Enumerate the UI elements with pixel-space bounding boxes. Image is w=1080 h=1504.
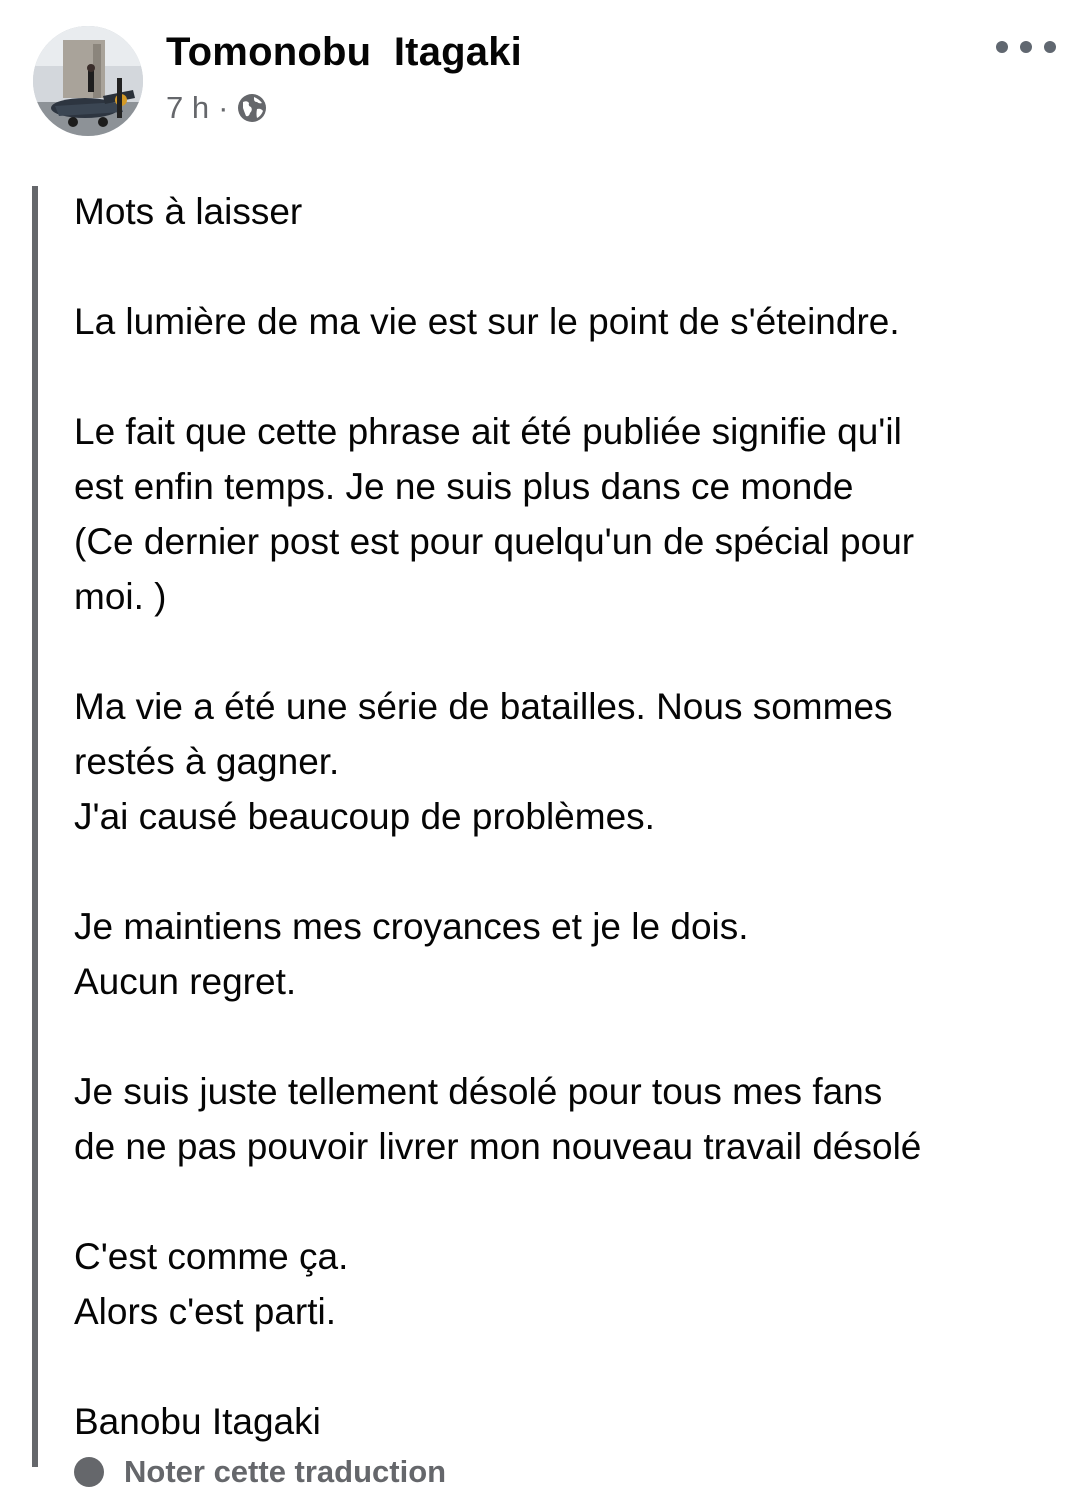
post-line: J'ai causé beaucoup de problèmes. <box>74 796 655 837</box>
post-line: Je maintiens mes croyances et je le dois. <box>74 906 749 947</box>
post-line: Mots à laisser <box>74 191 303 232</box>
post-paragraph <box>74 1064 1034 1174</box>
quote-bar <box>32 186 38 1467</box>
post-paragraph <box>74 404 1034 624</box>
post-line: Alors c'est parti. <box>74 1291 337 1332</box>
post-line: moi. ) <box>74 576 167 617</box>
post-paragraph <box>74 679 1034 844</box>
post-paragraph <box>74 184 1034 239</box>
post-paragraph <box>74 899 1034 1009</box>
post-line: Le fait que cette phrase ait été publiée signifie qu'il <box>74 411 902 452</box>
gear-icon <box>74 1457 104 1487</box>
rate-translation[interactable] <box>74 1454 446 1490</box>
post-line: Aucun regret. <box>74 961 297 1002</box>
post-body <box>74 184 1034 1504</box>
author-avatar[interactable] <box>33 26 143 136</box>
post-meta <box>166 90 267 126</box>
post-line: restés à gagner. <box>74 741 340 782</box>
avatar-photo <box>33 26 143 136</box>
post-timestamp[interactable]: 7 h <box>166 90 210 125</box>
post-paragraph <box>74 294 1034 349</box>
post-paragraph <box>74 1394 1034 1449</box>
meta-separator: · <box>218 90 229 125</box>
author-name[interactable]: Tomonobu Itagaki <box>166 30 522 74</box>
post-line: (Ce dernier post est pour quelqu'un de spécial pour <box>74 521 915 562</box>
post-line: est enfin temps. Je ne suis plus dans ce monde <box>74 466 854 507</box>
post-line: Banobu Itagaki <box>74 1401 321 1442</box>
more-dot <box>996 41 1008 53</box>
more-dot <box>1044 41 1056 53</box>
post-line: C'est comme ça. <box>74 1236 349 1277</box>
post-line: La lumière de ma vie est sur le point de s'éteindre. <box>74 301 900 342</box>
post-line: Ma vie a été une série de batailles. Nous sommes <box>74 686 893 727</box>
more-options-icon[interactable] <box>996 30 1056 64</box>
more-dot <box>1020 41 1032 53</box>
rate-translation-label: Noter cette traduction <box>124 1454 447 1489</box>
post-header <box>0 0 1080 150</box>
globe-icon[interactable] <box>237 93 267 123</box>
post-line: Je suis juste tellement désolé pour tous mes fans <box>74 1071 883 1112</box>
post-line: de ne pas pouvoir livrer mon nouveau travail désolé <box>74 1126 922 1167</box>
post-paragraph <box>74 1229 1034 1339</box>
